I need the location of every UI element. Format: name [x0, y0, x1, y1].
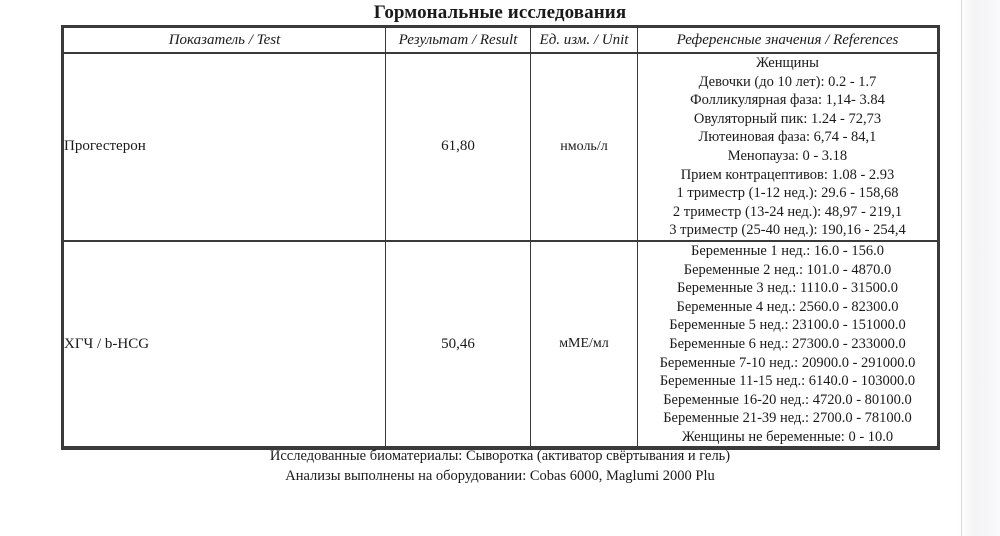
reference-range-cell [638, 241, 938, 448]
reference-line: Беременные 6 нед.: 27300.0 - 233000.0 [669, 335, 906, 352]
reference-line: 2 триместр (13-24 нед.): 48,97 - 219,1 [672, 203, 903, 220]
reference-line: Беременные 5 нед.: 23100.0 - 151000.0 [669, 317, 906, 334]
reference-line: Женщины не беременные: 0 - 10.0 [681, 428, 894, 445]
reference-line: Беременные 16-20 нед.: 4720.0 - 80100.0 [663, 391, 912, 408]
unit-cell: мМЕ/мл [531, 241, 638, 448]
hormone-results-table [63, 27, 938, 448]
reference-range-cell [638, 53, 938, 241]
unit-cell: нмоль/л [531, 53, 638, 241]
reference-line: Беременные 11-15 нед.: 6140.0 - 103000.0 [659, 373, 916, 390]
reference-line: Лютеиновая фаза: 6,74 - 84,1 [698, 129, 877, 146]
reference-line: Беременные 2 нед.: 101.0 - 4870.0 [683, 261, 892, 278]
test-name-cell: ХГЧ / b-HCG [64, 241, 386, 448]
reference-line: Беременные 3 нед.: 1110.0 - 31500.0 [677, 280, 898, 297]
reference-line: Овуляторный пик: 1.24 - 72,73 [693, 110, 882, 127]
reference-line: Девочки (до 10 лет): 0.2 - 1.7 [698, 73, 877, 90]
column-header-references: Референсные значения / References [638, 28, 938, 54]
table-body [64, 53, 938, 447]
table-header-row [64, 28, 938, 54]
footer-biomaterials: Исследованные биоматериалы: Сыворотка (активатор свёртывания и гель) [269, 448, 731, 464]
table-row [64, 241, 938, 448]
column-header-unit: Ед. изм. / Unit [531, 28, 638, 54]
page-title: Гормональные исследования [373, 2, 627, 23]
reference-line: 3 триместр (25-40 нед.): 190,16 - 254,4 [669, 222, 906, 239]
result-value-cell: 61,80 [386, 53, 531, 241]
reference-line: Беременные 1 нед.: 16.0 - 156.0 [691, 242, 884, 259]
test-name-cell: Прогестерон [64, 53, 386, 241]
column-header-test: Показатель / Test [64, 28, 386, 54]
reference-line: Беременные 4 нед.: 2560.0 - 82300.0 [676, 298, 899, 315]
reference-line: Беременные 7-10 нед.: 20900.0 - 291000.0 [659, 354, 916, 371]
reference-line: Фолликулярная фаза: 1,14- 3.84 [690, 92, 885, 109]
result-value-cell: 50,46 [386, 241, 531, 448]
reference-line: Прием контрацептивов: 1.08 - 2.93 [680, 166, 895, 183]
reference-line: 1 триместр (1-12 нед.): 29.6 - 158,68 [676, 185, 899, 202]
table-row [64, 53, 938, 241]
reference-line: Женщины [756, 55, 819, 71]
reference-line: Беременные 21-39 нед.: 2700.0 - 78100.0 [663, 410, 912, 427]
reference-line: Менопауза: 0 - 3.18 [727, 147, 848, 164]
footer-equipment: Анализы выполнены на оборудовании: Cobas 6000, Maglumi 2000 Plu [285, 468, 715, 484]
column-header-result: Результат / Result [386, 28, 531, 54]
report-footer [63, 446, 937, 486]
table-header [64, 28, 938, 54]
